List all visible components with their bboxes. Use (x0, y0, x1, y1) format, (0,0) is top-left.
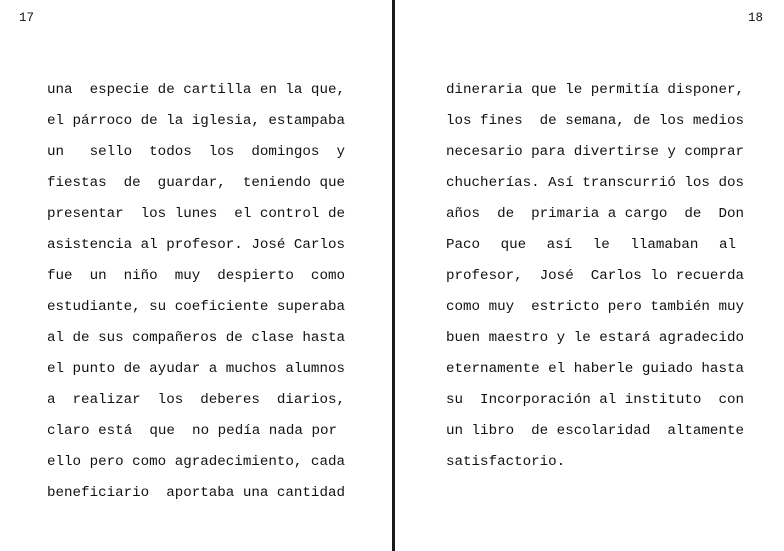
text-line: una especie de cartilla en la que, (47, 82, 345, 98)
text-line: necesario para divertirse y comprar (446, 144, 744, 160)
text-line: al de sus compañeros de clase hasta (47, 330, 345, 346)
text-line: fue un niño muy despierto como (47, 268, 345, 284)
text-line: los fines de semana, de los medios (446, 113, 744, 129)
right-page-text (446, 80, 744, 483)
text-line: su Incorporación al instituto con (446, 392, 744, 408)
text-line: eternamente el haberle guiado hasta (446, 361, 744, 377)
left-page-text (47, 80, 345, 514)
text-line: asistencia al profesor. José Carlos (47, 237, 345, 253)
left-page-number: 17 (19, 11, 35, 25)
text-line: Paco que así le llamaban al (446, 237, 736, 253)
right-page (395, 0, 784, 551)
text-line: ello pero como agradecimiento, cada (47, 454, 345, 470)
text-line: a realizar los deberes diarios, (47, 392, 345, 408)
text-line: el punto de ayudar a muchos alumnos (47, 361, 345, 377)
text-line: estudiante, su coeficiente superaba (47, 299, 345, 315)
text-line: un libro de escolaridad altamente (446, 423, 744, 439)
right-page-number: 18 (747, 11, 763, 25)
text-line: como muy estricto pero también muy (446, 299, 744, 315)
text-line: presentar los lunes el control de (47, 206, 345, 222)
text-line: chucherías. Así transcurrió los dos (446, 175, 744, 191)
text-line: buen maestro y le estará agradecido (446, 330, 744, 346)
text-line: profesor, José Carlos lo recuerda (446, 268, 744, 284)
text-line: beneficiario aportaba una cantidad (47, 485, 345, 501)
text-line: fiestas de guardar, teniendo que (47, 175, 345, 191)
text-line: el párroco de la iglesia, estampaba (47, 113, 345, 129)
text-line: años de primaria a cargo de Don (446, 206, 744, 222)
text-line: satisfactorio. (446, 454, 566, 470)
text-line: dineraria que le permitía disponer, (446, 82, 744, 98)
text-line: claro está que no pedía nada por (47, 423, 337, 439)
text-line: un sello todos los domingos y (47, 144, 345, 160)
